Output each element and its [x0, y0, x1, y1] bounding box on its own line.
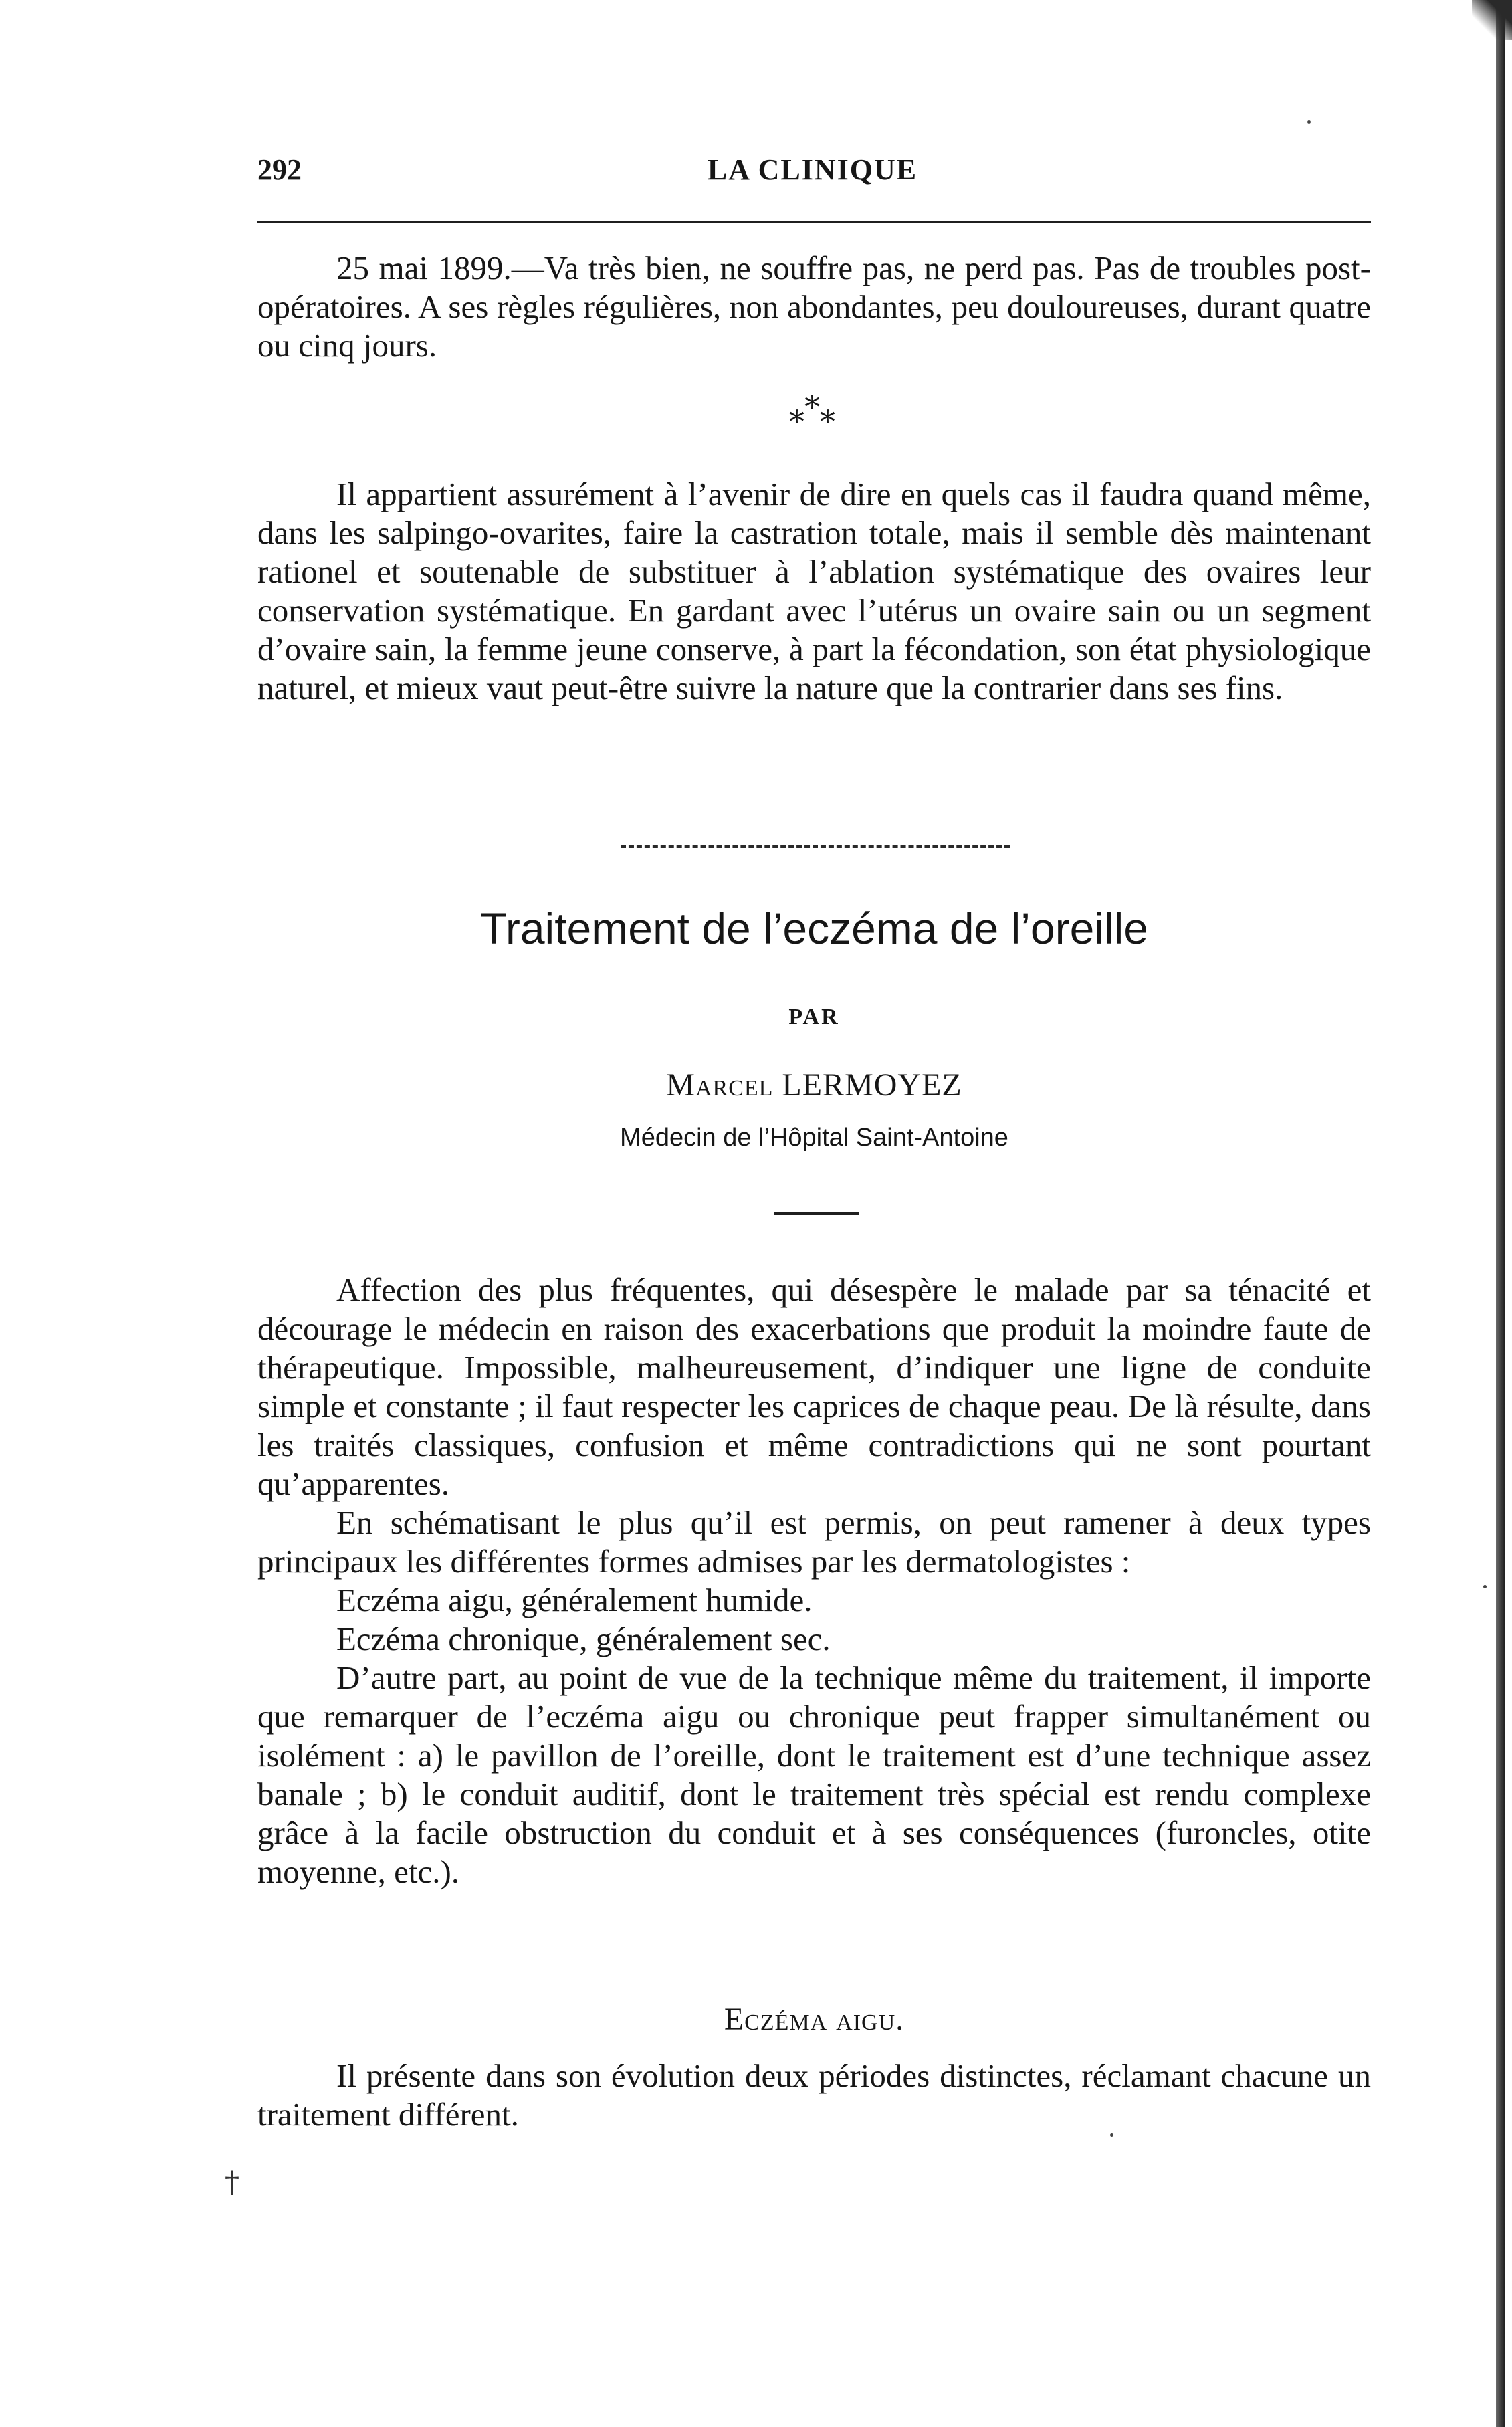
ovaries-block — [257, 475, 1371, 708]
binding-edge — [1496, 0, 1505, 2427]
article-title: Traitement de l’eczéma de l’oreille — [480, 904, 1148, 953]
page-corner-shadow — [1472, 0, 1512, 40]
paragraph-affection: Affection des plus fréquentes, qui désespère le malade par sa ténacité et décourage le médecin en raison des exacerbations que produit la moindre faute de thérapeutique. Impossible, malheureusement, d’indiquer une ligne de conduite simple et constante ; il faut respecter les caprices de chaque peau. De là résulte, dans les traités classiques, confusion et même contradictions qui ne sont pourtant qu’apparentes. — [257, 1271, 1371, 1502]
paragraph-schematisant: En schématisant le plus qu’il est permis, on peut ramener à deux types principaux les différentes formes admises par les dermatologistes : — [257, 1504, 1371, 1580]
list-item-eczema-aigu: Eczéma aigu, généralement humide. — [336, 1582, 813, 1618]
page-header — [257, 152, 1368, 193]
page-number: 292 — [257, 153, 302, 186]
asterism-separator — [789, 389, 835, 439]
margin-mark: † — [225, 2166, 239, 2200]
running-title: LA CLINIQUE — [707, 153, 918, 186]
author-name: Marcel LERMOYEZ — [666, 1067, 962, 1103]
presente-block — [257, 2056, 1371, 2134]
print-speck — [1483, 1585, 1487, 1588]
header-rule — [257, 221, 1371, 223]
list-item-eczema-chronique: Eczéma chronique, généralement sec. — [336, 1620, 831, 1657]
asterism-star-right: * — [820, 403, 835, 439]
by-line: PAR — [788, 1005, 840, 1029]
case-note-block — [257, 249, 1371, 365]
article-body — [257, 1271, 1371, 1891]
section-heading-eczema-aigu: Eczéma aigu. — [724, 2002, 905, 2037]
asterism-star-left: * — [789, 403, 804, 439]
title-rule — [774, 1212, 859, 1215]
case-note-paragraph: 25 mai 1899.—Va très bien, ne souffre pas, ne perd pas. Pas de troubles post-opératoires. A ses règles régulières, non abondantes, peu douloureuses, durant quatre ou cinq jours. — [257, 249, 1371, 364]
section-divider — [621, 845, 1010, 848]
paragraph-presente: Il présente dans son évolution deux périodes distinctes, réclamant chacune un traitement différent. — [257, 2057, 1371, 2133]
ovaries-paragraph: Il appartient assurément à l’avenir de dire en quels cas il faudra quand même, dans les salpingo-ovarites, faire la castration totale, mais il semble dès maintenant rationel et soutenable de substituer à l’ablation systématique des ovaires leur conservation systématique. En gardant avec l’utérus un ovaire sain ou un segment d’ovaire sain, la femme jeune conserve, à part la fécondation, son état physiologique naturel, et mieux vaut peut-être suivre la nature que la contrarier dans ses fins. — [257, 476, 1371, 706]
print-speck — [1307, 120, 1311, 124]
print-speck — [1110, 2133, 1113, 2137]
paragraph-technique: D’autre part, au point de vue de la technique même du traitement, il importe que remarquer de l’eczéma aigu ou chronique peut frapper simultanément ou isolément : a) le pavillon de l’oreille, dont le traitement est d’une technique assez banale ; b) le conduit auditif, dont le traitement très spécial est rendu complexe grâce à la facile obstruction du conduit et à ses conséquences (furoncles, otite moyenne, etc.). — [257, 1659, 1371, 1890]
asterism-star-top: * — [804, 389, 820, 425]
author-affiliation: Médecin de l’Hôpital Saint-Antoine — [620, 1124, 1008, 1152]
